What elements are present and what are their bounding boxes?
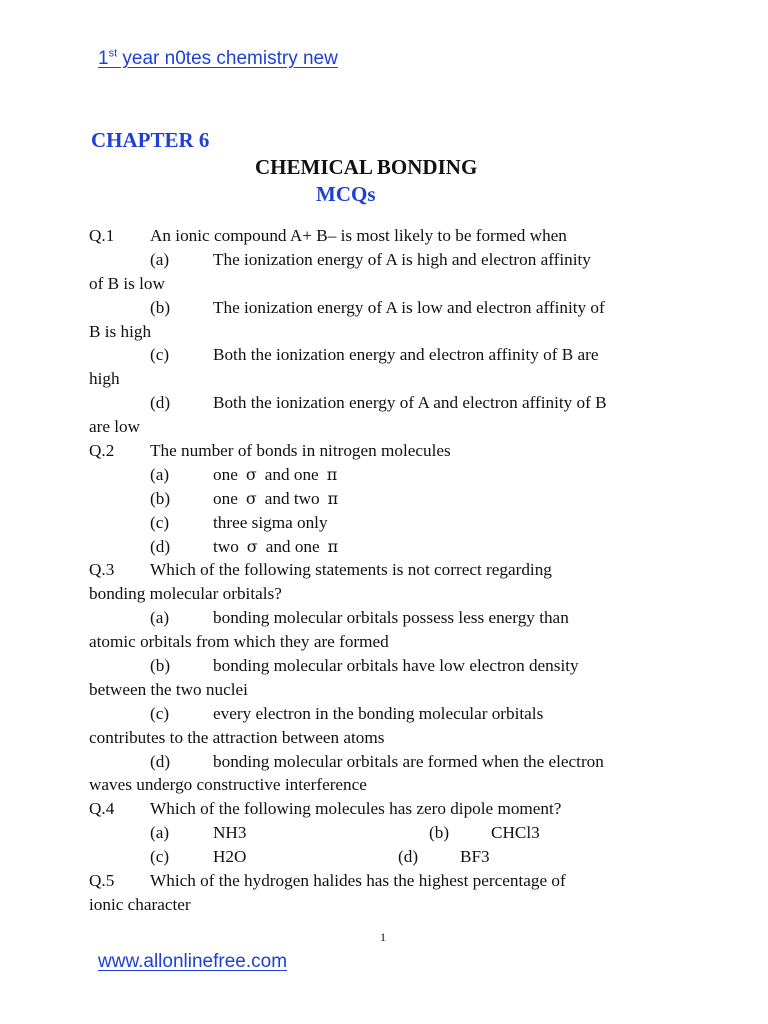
option-label: (b) <box>429 823 450 843</box>
question-number: Q.4 <box>89 799 115 819</box>
option-text-continued: B is high <box>89 321 152 341</box>
option-line <box>89 487 689 511</box>
option-word: two <box>213 536 239 556</box>
option-label: (b) <box>150 488 171 508</box>
header-link-superscript: st <box>108 47 118 60</box>
option-label: (c) <box>150 703 170 723</box>
question-continuation <box>89 582 689 606</box>
option-continuation <box>89 272 689 296</box>
option-label: (c) <box>150 847 170 867</box>
question-number: Q.1 <box>89 226 115 245</box>
question-number: Q.5 <box>89 871 115 891</box>
option-text-continued: atomic orbitals from which they are formed <box>89 632 389 652</box>
option-text: Both the ionization energy and electron affinity of B are <box>213 345 599 365</box>
option-text-continued: waves undergo constructive interference <box>89 775 367 795</box>
pi-symbol: π <box>327 536 339 556</box>
question-text-continued: ionic character <box>89 894 191 914</box>
chapter-heading: CHAPTER 6 <box>91 128 210 152</box>
page-number: 1 <box>380 930 386 944</box>
question-text: Which of the following statements is not correct regarding <box>150 560 552 580</box>
option-text: bonding molecular orbitals possess less energy than <box>213 608 569 628</box>
option-text: bonding molecular orbitals are formed when the electron <box>213 751 604 771</box>
question-text: Which of the following molecules has zero dipole moment? <box>150 799 562 819</box>
option-line <box>89 750 689 774</box>
option-continuation <box>89 678 689 702</box>
option-text <box>213 463 337 487</box>
option-label: (c) <box>150 512 170 532</box>
option-label: (d) <box>398 847 419 867</box>
option-label: (a) <box>150 464 170 484</box>
option-label: (b) <box>150 297 171 317</box>
question-line <box>89 224 689 248</box>
header-link[interactable] <box>98 48 338 70</box>
page-title: CHEMICAL BONDING <box>255 155 478 179</box>
question-text: Which of the hydrogen halides has the highest percentage of <box>150 871 566 891</box>
header-link-prefix: 1 <box>98 48 109 69</box>
option-line <box>89 535 689 559</box>
question-number: Q.2 <box>89 441 115 461</box>
option-label: (a) <box>150 823 170 843</box>
option-text-continued: contributes to the attraction between atoms <box>89 727 385 747</box>
header-link-text: year n0tes chemistry new <box>117 48 338 69</box>
option-line <box>89 296 689 320</box>
mcq-content <box>89 224 689 917</box>
question-text: An ionic compound A+ B– is most likely to be formed when <box>150 226 567 245</box>
option-continuation <box>89 773 689 797</box>
option-text: CHCl3 <box>491 823 540 843</box>
option-line <box>89 463 689 487</box>
question-line <box>89 797 689 821</box>
option-line <box>89 391 689 415</box>
option-line <box>89 248 689 272</box>
option-text-continued: between the two nuclei <box>89 679 248 699</box>
option-continuation <box>89 630 689 654</box>
option-line <box>89 606 689 630</box>
option-text <box>213 487 338 511</box>
pi-symbol: π <box>327 488 339 508</box>
option-label: (b) <box>150 656 171 676</box>
option-text: Both the ionization energy of A and electron affinity of B <box>213 393 607 413</box>
option-line <box>89 821 689 845</box>
option-word: one <box>213 488 238 508</box>
option-line <box>89 702 689 726</box>
option-label: (a) <box>150 249 170 269</box>
option-continuation <box>89 415 689 439</box>
option-text: H2O <box>213 847 247 867</box>
option-label: (a) <box>150 608 170 628</box>
option-label: (d) <box>150 751 171 771</box>
page-subtitle: MCQs <box>316 182 376 206</box>
option-word: and one <box>264 464 319 484</box>
option-continuation <box>89 320 689 344</box>
option-continuation <box>89 726 689 750</box>
option-label: (d) <box>150 536 171 556</box>
question-text: The number of bonds in nitrogen molecules <box>150 441 451 461</box>
sigma-symbol: σ <box>245 464 257 484</box>
question-line <box>89 439 689 463</box>
question-line <box>89 869 689 893</box>
sigma-symbol: σ <box>245 488 257 508</box>
option-text: bonding molecular orbitals have low electron density <box>213 656 579 676</box>
option-continuation <box>89 367 689 391</box>
option-label: (d) <box>150 393 171 413</box>
question-number: Q.3 <box>89 560 115 580</box>
option-text: three sigma only <box>213 512 328 532</box>
question-line <box>89 558 689 582</box>
option-text: every electron in the bonding molecular orbitals <box>213 703 544 723</box>
option-line <box>89 343 689 367</box>
option-text: NH3 <box>213 823 247 843</box>
question-continuation <box>89 893 689 917</box>
option-text <box>213 535 338 559</box>
pi-symbol: π <box>326 464 338 484</box>
question-text-continued: bonding molecular orbitals? <box>89 584 282 604</box>
option-label: (c) <box>150 345 170 365</box>
option-text-continued: high <box>89 369 120 389</box>
option-word: and one <box>265 536 320 556</box>
footer-link[interactable]: www.allonlinefree.com <box>98 951 288 972</box>
sigma-symbol: σ <box>246 536 258 556</box>
option-line <box>89 654 689 678</box>
option-text: BF3 <box>460 847 490 867</box>
option-line <box>89 511 689 535</box>
option-line <box>89 845 689 869</box>
option-text-continued: of B is low <box>89 273 165 293</box>
option-word: and two <box>264 488 320 508</box>
option-text: The ionization energy of A is low and electron affinity of <box>213 297 605 317</box>
option-text-continued: are low <box>89 417 141 437</box>
option-text: The ionization energy of A is high and electron affinity <box>213 249 591 269</box>
option-word: one <box>213 464 238 484</box>
